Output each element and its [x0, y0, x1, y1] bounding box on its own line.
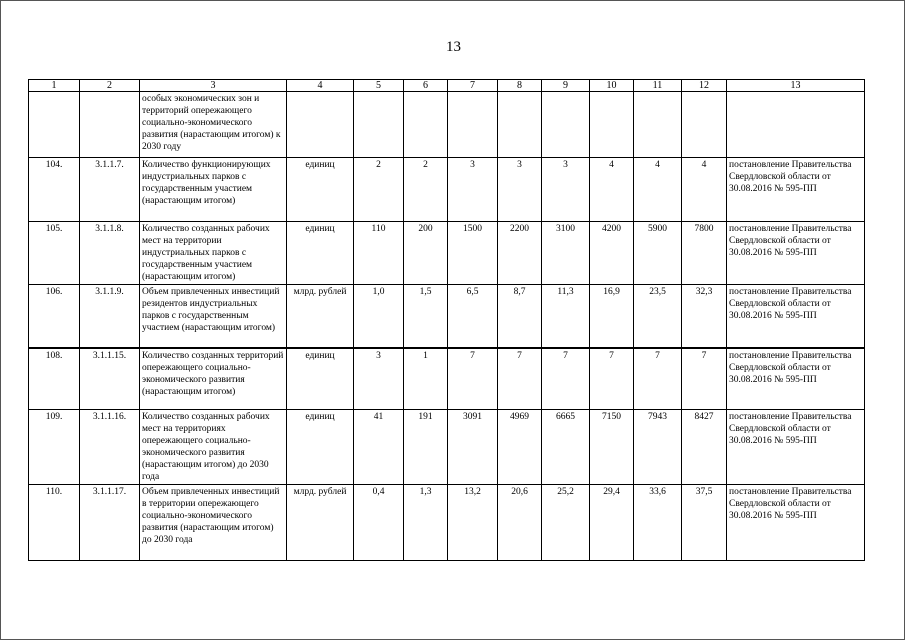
row-source [727, 92, 865, 158]
row-value: 7150 [590, 410, 634, 485]
row-name: особых экономических зон и территорий опережающего социально-экономического развития (нарастающим итогом) к 2030 году [140, 92, 287, 158]
table-row [29, 158, 865, 222]
row-unit: единиц [287, 410, 354, 485]
row-value: 5900 [634, 222, 682, 285]
row-value: 33,6 [634, 485, 682, 561]
row-value: 37,5 [682, 485, 727, 561]
row-value: 7800 [682, 222, 727, 285]
row-number: 109. [29, 410, 80, 485]
row-code: 3.1.1.17. [80, 485, 140, 561]
row-code [80, 92, 140, 158]
row-number: 108. [29, 348, 80, 410]
table-header-row [29, 80, 865, 92]
row-value: 2 [404, 158, 448, 222]
page-number: 13 [446, 39, 461, 55]
row-value: 23,5 [634, 285, 682, 348]
row-value: 6665 [542, 410, 590, 485]
row-value: 7 [448, 348, 498, 410]
row-name: Количество функционирующих индустриальных парков с государственным участием (нарастающим итогом) [140, 158, 287, 222]
row-code: 3.1.1.7. [80, 158, 140, 222]
row-value: 3091 [448, 410, 498, 485]
row-value: 4969 [498, 410, 542, 485]
row-name: Объем привлеченных инвестиций в территории опережающего социально-экономического развития (нарастающим итогом) до 2030 года [140, 485, 287, 561]
row-value [448, 92, 498, 158]
row-unit: млрд. рублей [287, 485, 354, 561]
row-value [634, 92, 682, 158]
header-cell: 2 [80, 80, 140, 92]
row-number: 104. [29, 158, 80, 222]
row-unit: единиц [287, 158, 354, 222]
row-value: 3 [354, 348, 404, 410]
table-row [29, 285, 865, 348]
row-value: 1,0 [354, 285, 404, 348]
row-value: 200 [404, 222, 448, 285]
row-value: 41 [354, 410, 404, 485]
row-source: постановление Правительства Свердловской области от 30.08.2016 № 595-ПП [727, 222, 865, 285]
header-cell: 5 [354, 80, 404, 92]
row-value: 2200 [498, 222, 542, 285]
row-unit: млрд. рублей [287, 285, 354, 348]
row-value [682, 92, 727, 158]
header-cell: 6 [404, 80, 448, 92]
row-name: Количество созданных рабочих мест на территории индустриальных парков с государственным участием (нарастающим итогом) [140, 222, 287, 285]
row-value: 1,5 [404, 285, 448, 348]
row-unit: единиц [287, 222, 354, 285]
header-cell: 11 [634, 80, 682, 92]
row-number [29, 92, 80, 158]
row-name: Количество созданных рабочих мест на территориях опережающего социально-экономического развития (нарастающим итогом) до 2030 года [140, 410, 287, 485]
row-value [590, 92, 634, 158]
row-code: 3.1.1.16. [80, 410, 140, 485]
row-value: 25,2 [542, 485, 590, 561]
row-value: 2 [354, 158, 404, 222]
row-value: 4 [590, 158, 634, 222]
row-value: 191 [404, 410, 448, 485]
row-value: 3 [498, 158, 542, 222]
row-name: Количество созданных территорий опережающего социально-экономического развития (нарастающим итогом) [140, 348, 287, 410]
row-value: 7 [542, 348, 590, 410]
row-value: 7 [498, 348, 542, 410]
header-cell: 12 [682, 80, 727, 92]
row-unit: единиц [287, 348, 354, 410]
row-value: 32,3 [682, 285, 727, 348]
header-cell: 8 [498, 80, 542, 92]
row-value [354, 92, 404, 158]
row-value: 3 [448, 158, 498, 222]
row-source: постановление Правительства Свердловской области от 30.08.2016 № 595-ПП [727, 485, 865, 561]
row-value: 1,3 [404, 485, 448, 561]
row-value: 29,4 [590, 485, 634, 561]
header-cell: 7 [448, 80, 498, 92]
table-row [29, 410, 865, 485]
header-cell: 3 [140, 80, 287, 92]
header-cell: 13 [727, 80, 865, 92]
indicators-table [28, 79, 865, 561]
row-value: 7 [682, 348, 727, 410]
row-value [404, 92, 448, 158]
table-row [29, 485, 865, 561]
row-value: 3100 [542, 222, 590, 285]
row-value: 11,3 [542, 285, 590, 348]
row-value: 0,4 [354, 485, 404, 561]
table-row [29, 348, 865, 410]
row-value: 110 [354, 222, 404, 285]
header-cell: 1 [29, 80, 80, 92]
row-value: 8,7 [498, 285, 542, 348]
row-code: 3.1.1.8. [80, 222, 140, 285]
row-value: 3 [542, 158, 590, 222]
row-value: 20,6 [498, 485, 542, 561]
continuation-row [29, 92, 865, 158]
row-value [498, 92, 542, 158]
header-cell: 9 [542, 80, 590, 92]
row-unit [287, 92, 354, 158]
row-number: 106. [29, 285, 80, 348]
row-source: постановление Правительства Свердловской области от 30.08.2016 № 595-ПП [727, 158, 865, 222]
row-value: 1500 [448, 222, 498, 285]
header-cell: 10 [590, 80, 634, 92]
row-value: 4 [634, 158, 682, 222]
row-number: 105. [29, 222, 80, 285]
row-source: постановление Правительства Свердловской области от 30.08.2016 № 595-ПП [727, 410, 865, 485]
row-code: 3.1.1.15. [80, 348, 140, 410]
row-code: 3.1.1.9. [80, 285, 140, 348]
row-value: 4 [682, 158, 727, 222]
row-value: 13,2 [448, 485, 498, 561]
row-source: постановление Правительства Свердловской области от 30.08.2016 № 595-ПП [727, 348, 865, 410]
row-source: постановление Правительства Свердловской области от 30.08.2016 № 595-ПП [727, 285, 865, 348]
row-value: 16,9 [590, 285, 634, 348]
row-value: 4200 [590, 222, 634, 285]
row-name: Объем привлеченных инвестиций резидентов индустриальных парков с государственным участием (нарастающим итогом) [140, 285, 287, 348]
row-value: 1 [404, 348, 448, 410]
row-value [542, 92, 590, 158]
row-value: 7943 [634, 410, 682, 485]
row-value: 6,5 [448, 285, 498, 348]
row-value: 7 [634, 348, 682, 410]
row-value: 8427 [682, 410, 727, 485]
header-cell: 4 [287, 80, 354, 92]
row-number: 110. [29, 485, 80, 561]
table-row [29, 222, 865, 285]
row-value: 7 [590, 348, 634, 410]
